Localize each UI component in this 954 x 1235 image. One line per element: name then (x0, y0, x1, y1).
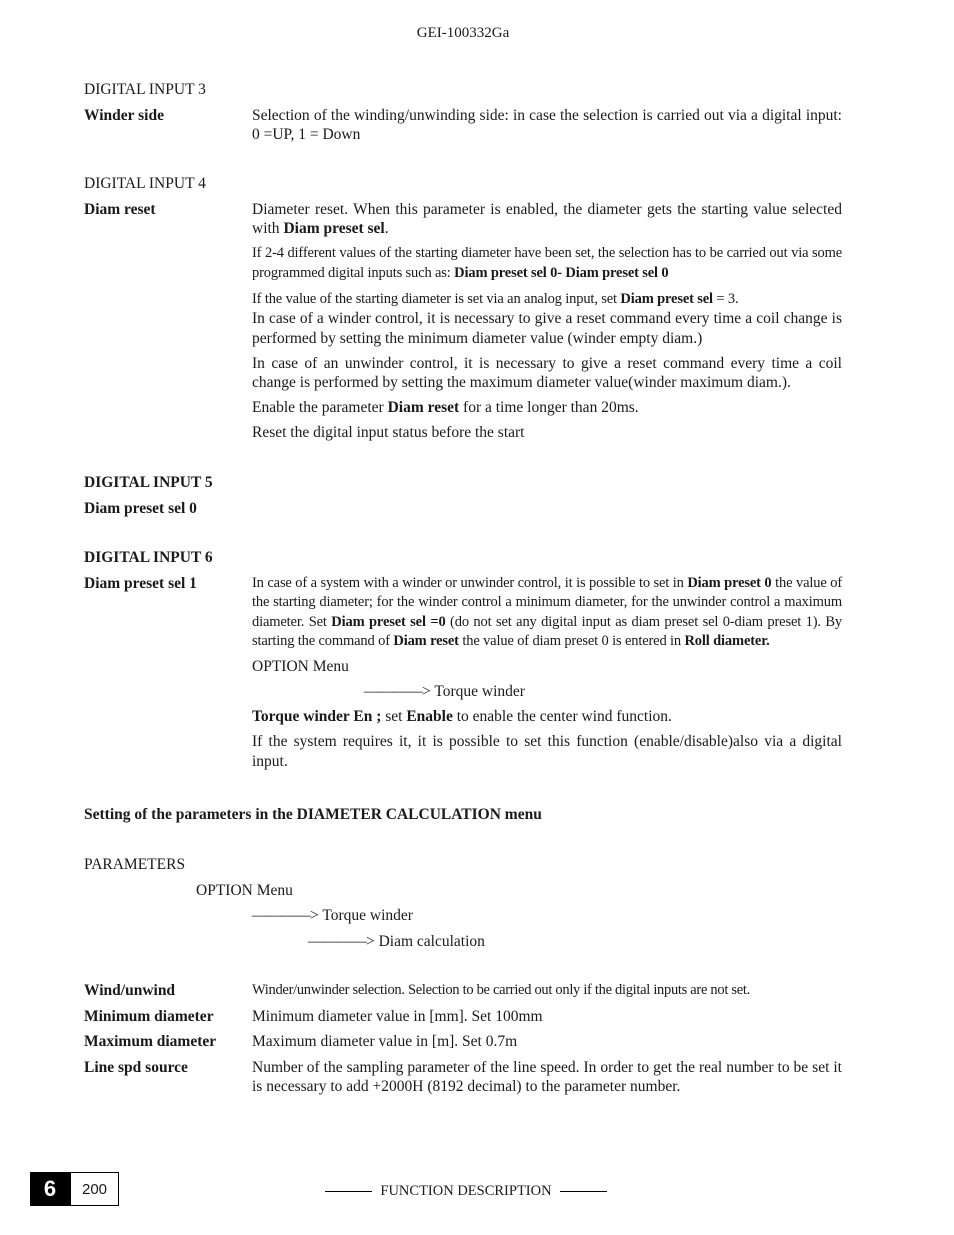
param-row-minimum-diameter (84, 1007, 842, 1027)
bold-text: Torque winder En ; (252, 708, 382, 725)
page-body (84, 80, 842, 1097)
param-row-diam-preset-sel-1 (84, 574, 842, 777)
footer-title-text: FUNCTION DESCRIPTION (380, 1183, 552, 1199)
param-description: Winder/unwinder selection. Selection to be carried out only if the digital inputs are not set. (252, 982, 750, 998)
bold-text: Diam preset sel 0- Diam preset sel 0 (454, 264, 669, 281)
text: set (381, 708, 407, 725)
text: . (384, 220, 389, 237)
param-row-line-spd-source (84, 1058, 842, 1097)
footer-title (318, 1183, 614, 1200)
param-row-diam-reset (84, 200, 842, 449)
bold-text: Diam preset 0 (687, 574, 772, 591)
paragraph: In case of an unwinder control, it is necessary to give a reset command every time a coil change is performed by setting the maximum diameter value(winder maximum diam.). (252, 354, 842, 391)
bold-text: Diam preset sel =0 (331, 613, 446, 630)
param-term: Maximum diameter (84, 1033, 217, 1050)
param-term: Diam preset sel 0 (84, 499, 197, 517)
bold-text: Diam preset sel (283, 220, 385, 237)
menu-path-1 (84, 906, 842, 926)
menu-path (252, 682, 842, 702)
menu-label: OPTION Menu (252, 658, 349, 675)
section-heading-di5: DIGITAL INPUT 5 (84, 474, 213, 491)
text: Diameter reset. When this parameter is enabled, the diameter gets the starting value selected with (252, 200, 842, 237)
param-description (252, 574, 842, 777)
paragraph (252, 574, 842, 652)
paragraph: Selection of the winding/unwinding side: in case the selection is carried out via a digital input: 0 =UP, 1 = Down (252, 106, 842, 143)
param-term: Minimum diameter (84, 1007, 214, 1025)
paragraph: If the system requires it, it is possible to set this function (enable/disable)also via a digital input. (252, 733, 842, 770)
section-heading-diam-calc: Setting of the parameters in the DIAMETER CALCULATION menu (84, 805, 542, 823)
bold-text: Diam preset sel (620, 290, 713, 307)
param-description: Minimum diameter value in [mm]. Set 100mm (252, 1007, 543, 1025)
paragraph (252, 398, 842, 418)
menu-label: OPTION Menu (196, 881, 293, 899)
arrow-dash: ———— (308, 932, 366, 950)
section-heading-di3: DIGITAL INPUT 3 (84, 81, 206, 98)
menu-path-text: > Diam calculation (366, 932, 485, 950)
text: = 3. (712, 290, 739, 307)
param-term: Diam reset (84, 200, 156, 218)
bold-text: Diam reset (393, 633, 459, 649)
param-description (252, 200, 842, 449)
bold-text: Roll diameter. (684, 633, 770, 649)
text: If the value of the starting diameter is set via an analog input, set (252, 290, 621, 307)
paragraph (252, 289, 842, 310)
chapter-tab: 6 (30, 1172, 70, 1206)
footer-rule-right (560, 1191, 607, 1192)
text: If 2-4 different values of the starting diameter have been set, the selection has to be carried out via some programmed digital inputs such as: (252, 245, 842, 281)
text: to enable the center wind function. (452, 708, 672, 725)
bold-text: Diam reset (387, 399, 460, 416)
text: for a time longer than 20ms. (459, 399, 639, 416)
param-description: Number of the sampling parameter of the line speed. In order to get the real number to be set it is necessary to add +2000H (8192 decimal) to the parameter number. (252, 1058, 842, 1095)
text: Enable the parameter (252, 399, 388, 416)
param-term: Wind/unwind (84, 982, 176, 999)
param-term: Line spd source (84, 1058, 188, 1076)
param-term: Diam preset sel 1 (84, 574, 197, 592)
text: the value of diam preset 0 is entered in (458, 633, 685, 649)
param-row-diam-preset-sel-0 (84, 499, 842, 519)
menu-path-text: > Torque winder (310, 907, 413, 924)
arrow-dash: ———— (252, 907, 310, 924)
param-row-maximum-diameter (84, 1032, 842, 1052)
param-row-winder-side (84, 106, 842, 151)
page-number: 200 (70, 1172, 119, 1206)
document-id: GEI-100332Ga (416, 25, 510, 41)
paragraph: In case of a winder control, it is necessary to give a reset command every time a coil change is performed by setting the minimum diameter value (winder empty diam.) (252, 310, 842, 347)
text: In case of a system with a winder or unwinder control, it is possible to set in (252, 574, 688, 591)
param-term: Winder side (84, 106, 164, 124)
paragraph (252, 707, 842, 727)
arrow-dash: ———— (364, 683, 422, 700)
paragraph: Reset the digital input status before the start (252, 424, 525, 441)
param-description (252, 106, 842, 151)
footer-rule-left (325, 1191, 372, 1192)
bold-text: Enable (406, 708, 453, 725)
parameters-label: PARAMETERS (84, 856, 186, 873)
menu-path-2 (84, 932, 842, 952)
text: (do not set any digital input as diam preset sel 0-diam preset 1). By starting the command of (252, 613, 842, 649)
paragraph (252, 244, 842, 283)
paragraph (252, 200, 842, 239)
param-description: Maximum diameter value in [m]. Set 0.7m (252, 1033, 518, 1050)
param-row-wind-unwind (84, 981, 842, 1001)
text: the value of the starting diameter; for the winder control a minimum diameter, for the unwinder control a maximum diameter. Set (252, 574, 843, 630)
section-heading-di6: DIGITAL INPUT 6 (84, 549, 213, 566)
section-heading-di4: DIGITAL INPUT 4 (84, 175, 206, 192)
menu-path-text: > Torque winder (422, 683, 525, 700)
